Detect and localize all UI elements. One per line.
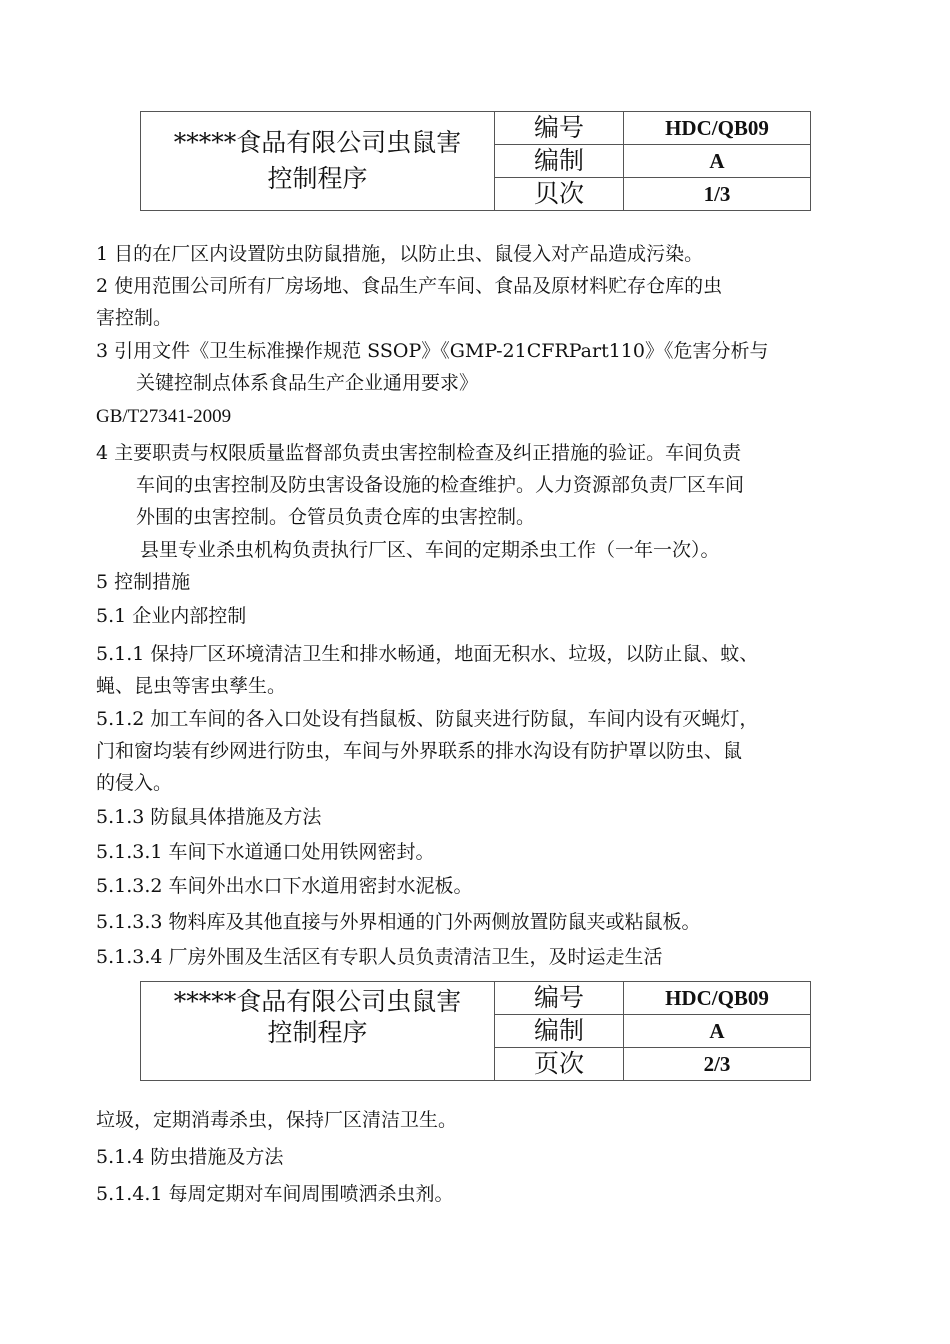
doc-number-label: 编号 [495,112,624,145]
document-title-line1: *****食品有限公司虫鼠害 [173,127,462,157]
section-5-1-3-heading: 5.1.3 防鼠具体措施及方法 [96,806,322,828]
section-5-1-2-cont2: 的侵入。 [96,772,173,794]
section-5-1-3-4-cont: 垃圾，定期消毒杀虫，保持厂区清洁卫生。 [96,1109,458,1131]
section-5-1-3-1: 5.1.3.1 车间下水道通口处用铁网密封。 [96,841,435,863]
document-title-line2: 控制程序 [267,164,368,193]
document-title-line1: *****食品有限公司虫鼠害 [173,987,462,1016]
section-3-standard-code: GB/T27341-2009 [96,406,232,427]
section-5-1-4-1: 5.1.4.1 每周定期对车间周围喷洒杀虫剂。 [96,1183,454,1205]
document-header-table [140,111,811,211]
section-1-purpose: 1 目的在厂区内设置防虫防鼠措施，以防止虫、鼠侵入对产品造成污染。 [96,243,704,265]
section-4-responsibilities-cont3: 县里专业杀虫机构负责执行厂区、车间的定期杀虫工作（一年一次）。 [140,539,720,561]
section-5-1-3-4: 5.1.3.4 厂房外围及生活区有专职人员负责清洁卫生，及时运走生活 [96,946,663,968]
document-header-table-page2 [140,981,811,1081]
section-4-responsibilities-cont1: 车间的虫害控制及防虫害设备设施的检查维护。人力资源部负责厂区车间 [136,474,745,496]
section-3-references: 3 引用文件《卫生标准操作规范 SSOP》《GMP-21CFRPart110》《危害分析与 [96,340,769,362]
section-5-heading: 5 控制措施 [96,571,191,593]
doc-version-label: 编制 [495,1015,624,1048]
doc-number-value: HDC/QB09 [624,982,811,1015]
section-5-1-4-heading: 5.1.4 防虫措施及方法 [96,1146,284,1168]
section-5-1-3-3: 5.1.3.3 物料库及其他直接与外界相通的门外两侧放置防鼠夹或粘鼠板。 [96,911,701,933]
section-2-scope: 2 使用范围公司所有厂房场地、食品生产车间、食品及原材料贮存仓库的虫 [96,275,723,297]
section-5-1-heading: 5.1 企业内部控制 [96,605,247,627]
section-5-1-2: 5.1.2 加工车间的各入口处设有挡鼠板、防鼠夹进行防鼠，车间内设有灭蝇灯， [96,708,759,730]
doc-page-label: 页次 [495,1048,624,1081]
document-title-line2: 控制程序 [267,1018,368,1048]
doc-number-value: HDC/QB09 [624,112,811,145]
doc-number-label: 编号 [495,982,624,1015]
doc-version-value: A [624,1015,811,1048]
doc-page-value: 2/3 [624,1048,811,1081]
document-title-cell [141,982,495,1081]
section-2-scope-cont: 害控制。 [96,307,173,329]
section-3-references-cont: 关键控制点体系食品生产企业通用要求》 [136,372,479,394]
doc-version-value: A [624,145,811,178]
section-5-1-3-2: 5.1.3.2 车间外出水口下水道用密封水泥板。 [96,875,473,897]
section-4-responsibilities-cont2: 外围的虫害控制。仓管员负责仓库的虫害控制。 [136,506,536,528]
section-5-1-1-cont: 蝇、昆虫等害虫孳生。 [96,675,287,697]
doc-page-label: 贝次 [495,178,624,211]
document-title-cell [141,112,495,211]
doc-page-value: 1/3 [624,178,811,211]
section-4-responsibilities: 4 主要职责与权限质量监督部负责虫害控制检查及纠正措施的验证。车间负责 [96,442,742,464]
section-5-1-1: 5.1.1 保持厂区环境清洁卫生和排水畅通，地面无积水、垃圾，以防止鼠、蚊、 [96,643,759,665]
section-5-1-2-cont1: 门和窗均装有纱网进行防虫，车间与外界联系的排水沟设有防护罩以防虫、鼠 [96,740,743,762]
doc-version-label: 编制 [495,145,624,178]
